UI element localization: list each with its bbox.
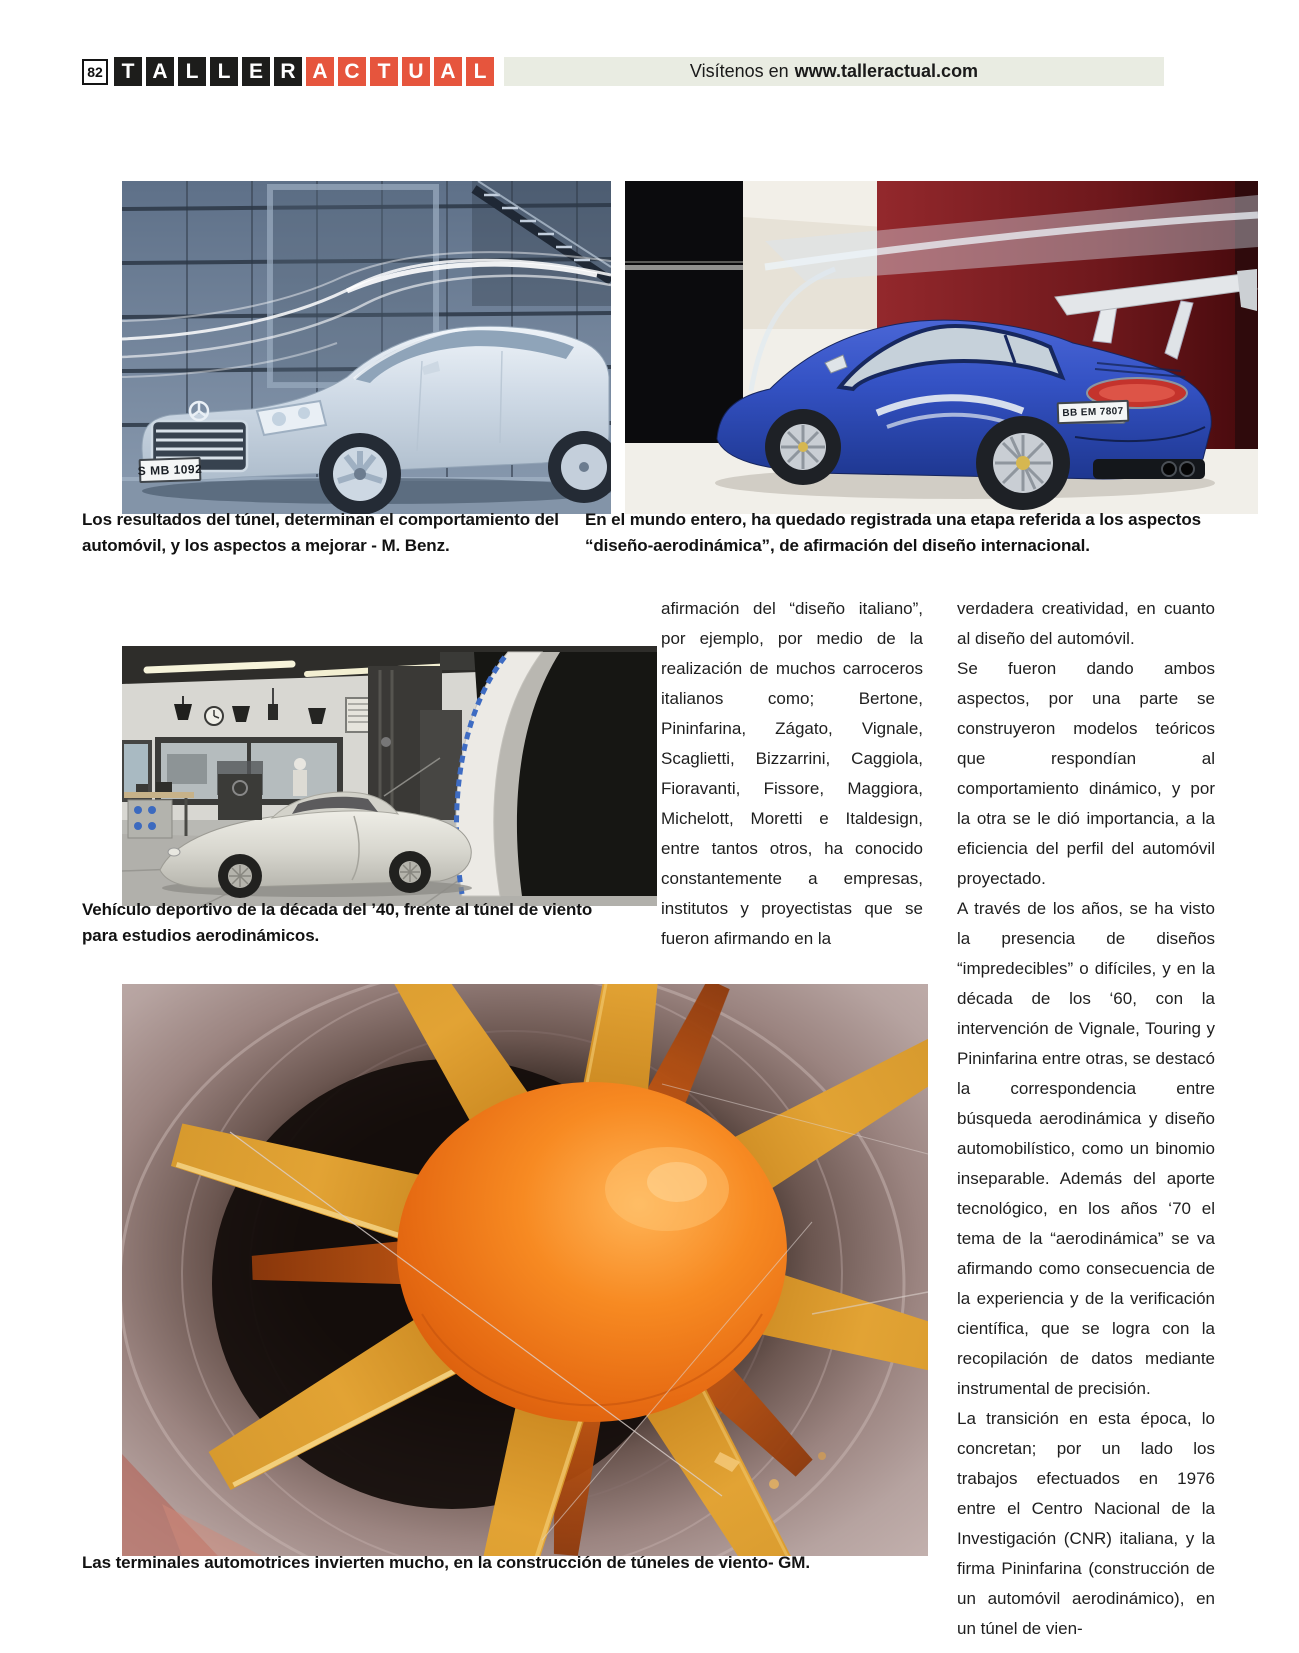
page-number: 82 bbox=[87, 64, 103, 80]
paragraph: A través de los años, se ha visto la presencia de diseños “impredecibles” o difíciles, y en la década de los ‘60, con la intervención de Vignale, Touring y Pininfarina entre otras, se destacó la correspondencia entre búsqueda aerodinámica y diseño automobilístico, como un binomio inseparable. Además del aporte tecnológico, en los años ‘70 el tema de la “aerodinámica” se va afirmando como consecuencia de la experiencia y de la verificación científica, que se logra con la recopilación de datos mediante instrumental de precisión. bbox=[957, 899, 1215, 1398]
paragraph: verdadera creatividad, en cuanto al diseño del automóvil. bbox=[957, 599, 1215, 648]
brand-letter: A bbox=[306, 57, 334, 86]
brand-letter: L bbox=[178, 57, 206, 86]
vintage-car-illustration bbox=[122, 646, 657, 906]
brand-letter: C bbox=[338, 57, 366, 86]
article-column-left bbox=[661, 594, 923, 954]
fan-hub bbox=[397, 1082, 787, 1422]
brand-letter: R bbox=[274, 57, 302, 86]
caption-vintage: Vehículo deportivo de la década del ’40, frente al túnel de viento para estudios aerodinámicos. bbox=[82, 900, 593, 945]
brand-logo bbox=[114, 57, 498, 86]
brand-letter: L bbox=[210, 57, 238, 86]
porsche-wind-tunnel-illustration bbox=[625, 181, 1258, 514]
caption-fan: Las terminales automotrices invierten mucho, en la construcción de túneles de viento- GM. bbox=[82, 1553, 810, 1572]
license-plate: S MB 1092 bbox=[139, 457, 202, 483]
brand-letter: T bbox=[370, 57, 398, 86]
photo-porsche-wind-tunnel bbox=[625, 181, 1258, 514]
brand-letter: T bbox=[114, 57, 142, 86]
paragraph: afirmación del “diseño italiano”, por ejemplo, por medio de la realización de muchos carroceros italianos como; Bertone, Pininfarina, Zágato, Vignale, Scaglietti, Bizzarrini, Caggiola, Fioravanti, Fissore, Maggiora, Michelott, Moretti e Italdesign, entre tantos otros, ha conocido constantemente a empresas, institutos y proyectistas que se fueron afirmando en la bbox=[661, 599, 923, 948]
visit-text: Visítenos en bbox=[689, 61, 789, 81]
caption-mercedes: Los resultados del túnel, determinan el comportamiento del automóvil, y los aspectos a mejorar - M. Benz. bbox=[82, 510, 559, 555]
paragraph: Se fueron dando ambos aspectos, por una parte se construyeron modelos teóricos que respondían al comportamiento dinámico, y por la otra se le dió importancia, a la eficiencia del perfil del automóvil proyectado. bbox=[957, 659, 1215, 888]
article-column-right bbox=[957, 594, 1215, 1644]
visit-bar bbox=[504, 57, 1164, 86]
caption-porsche: En el mundo entero, ha quedado registrada una etapa referida a los aspectos “diseño-aerodinámica”, de afirmación del diseño internacional. bbox=[585, 510, 1201, 555]
brand-letter: A bbox=[434, 57, 462, 86]
photo-mercedes-wind-tunnel bbox=[122, 181, 611, 514]
brand-letter: A bbox=[146, 57, 174, 86]
website-url: www.talleractual.com bbox=[794, 61, 979, 81]
masthead bbox=[82, 57, 1164, 86]
paragraph: La transición en esta época, lo concretan; por un lado los trabajos efectuados en 1976 entre el Centro Nacional de la Investigación (CNR) italiana, y la firma Pininfarina (construcción de un automóvil aerodinámico), en un túnel de vien- bbox=[957, 1409, 1215, 1638]
license-plate: BB EM 7807 bbox=[1057, 400, 1130, 424]
photo-vintage-car-wind-tunnel bbox=[122, 646, 657, 906]
brand-letter: E bbox=[242, 57, 270, 86]
photo-wind-tunnel-fan bbox=[122, 984, 928, 1556]
brand-letter: U bbox=[402, 57, 430, 86]
brand-letter: L bbox=[466, 57, 494, 86]
wind-tunnel-fan-illustration bbox=[122, 984, 928, 1556]
page-number-box bbox=[82, 59, 108, 85]
